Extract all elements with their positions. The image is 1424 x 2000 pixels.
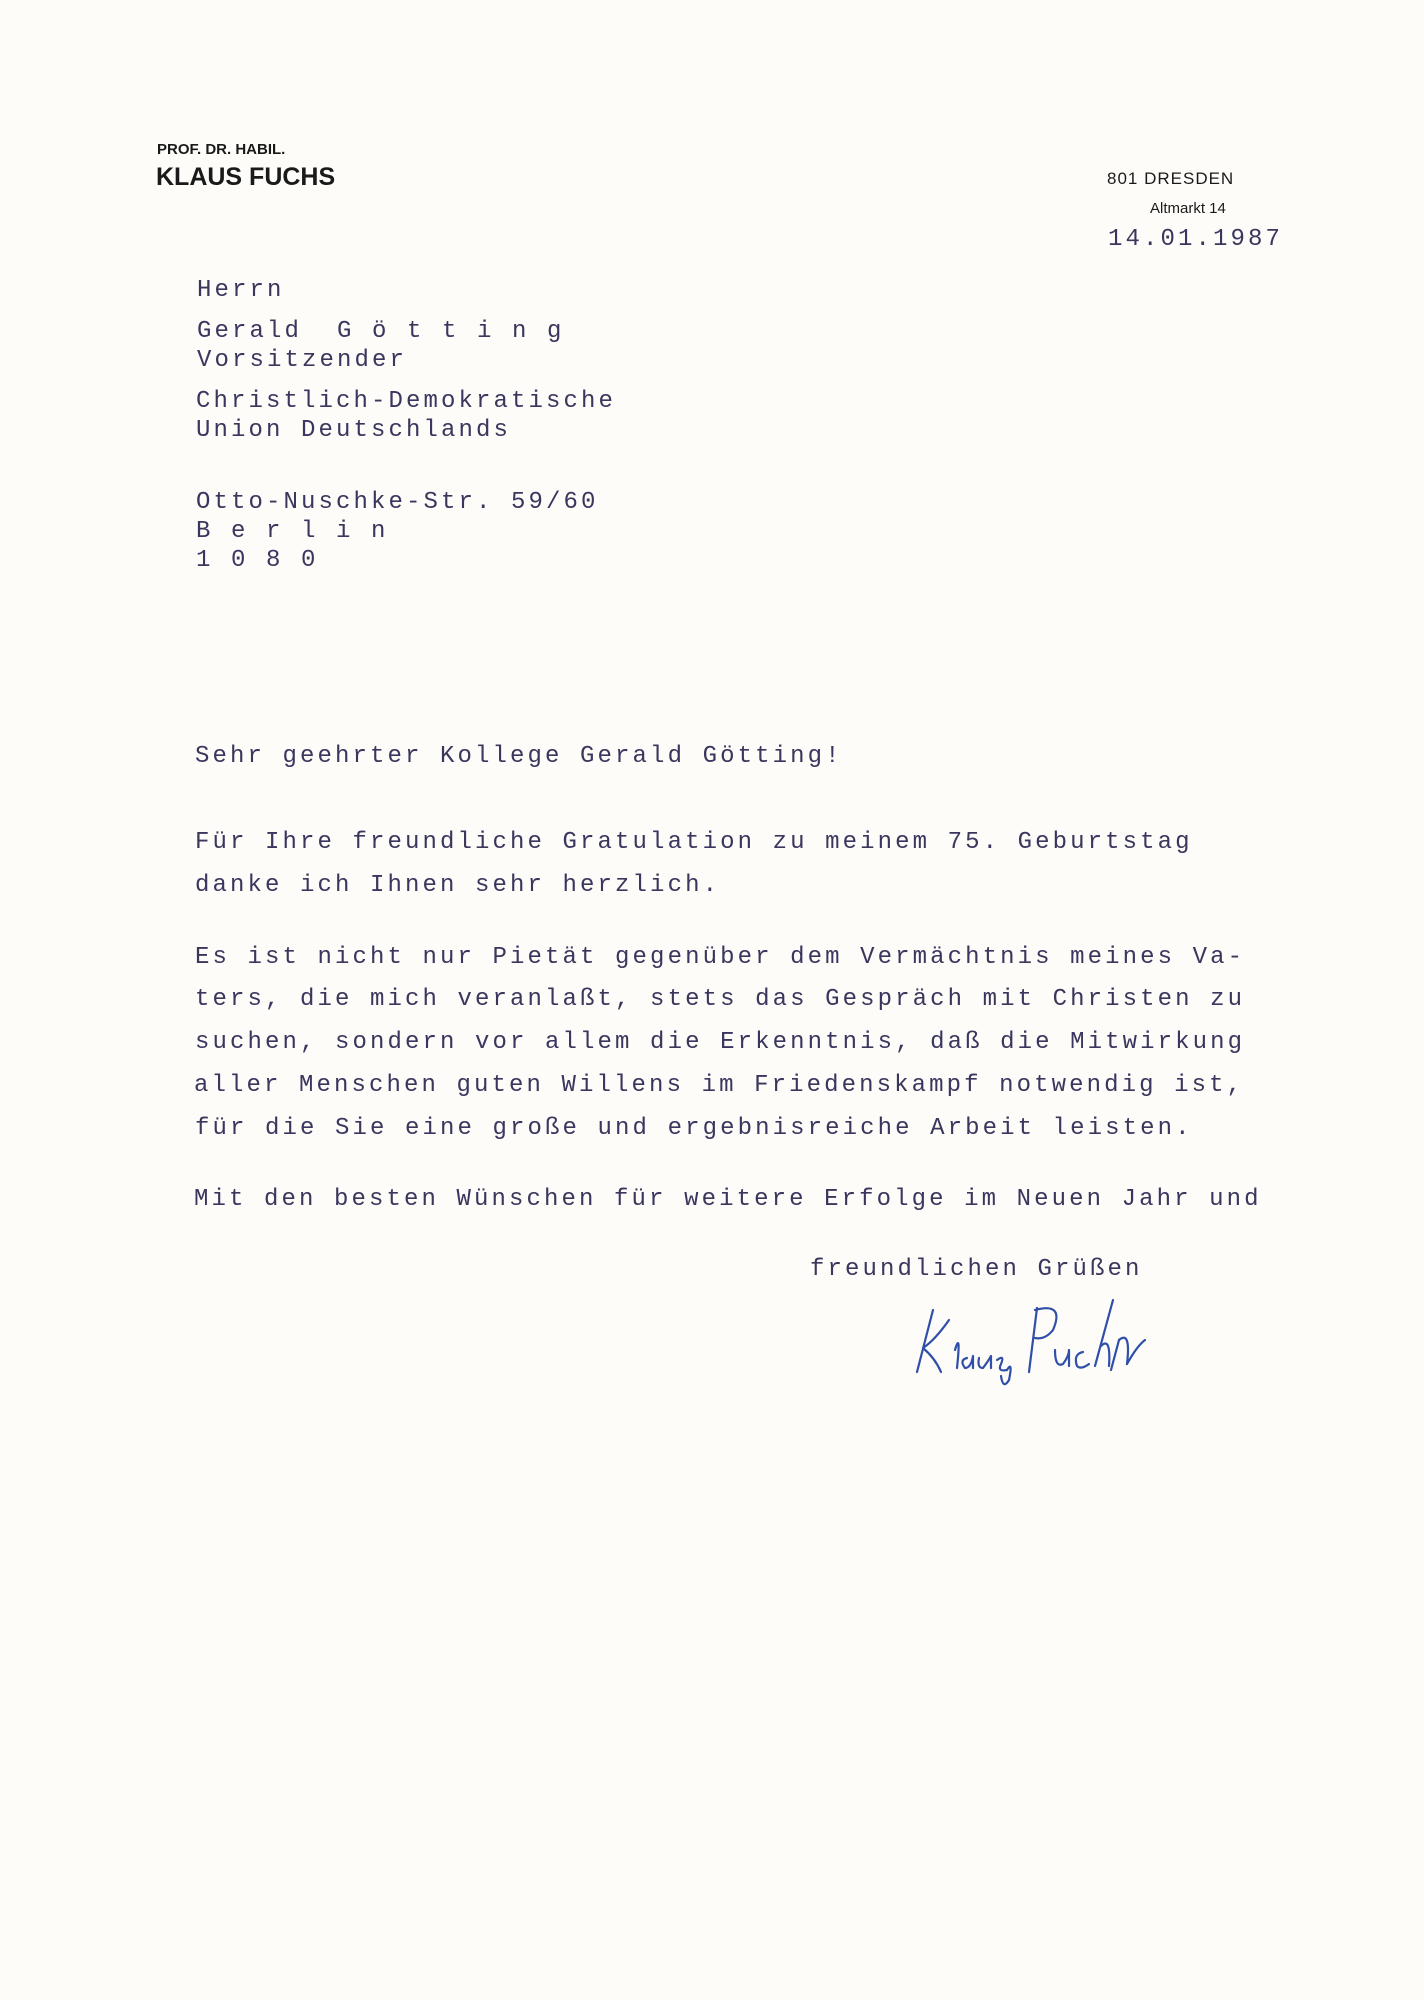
recipient-org-line1: Christlich-Demokratische: [196, 388, 617, 415]
letterhead-title: PROF. DR. HABIL.: [157, 141, 286, 158]
recipient-position: Vorsitzender: [197, 347, 408, 374]
body-line: Mit den besten Wünschen für weitere Erfolge im Neuen Jahr und: [194, 1186, 1262, 1213]
body-line: Für Ihre freundliche Gratulation zu meinem 75. Geburtstag: [195, 829, 1193, 856]
body-line: suchen, sondern vor allem die Erkenntnis, daß die Mitwirkung: [195, 1029, 1246, 1056]
letterhead-city: 801 DRESDEN: [1107, 169, 1235, 188]
body-line: für die Sie eine große und ergebnisreiche Arbeit leisten.: [195, 1115, 1193, 1142]
greeting: Sehr geehrter Kollege Gerald Götting!: [195, 743, 843, 770]
recipient-salutation: Herrn: [197, 277, 285, 304]
recipient-name: Gerald G ö t t i n g: [197, 318, 565, 345]
letter-date: 14.01.1987: [1108, 226, 1284, 253]
letterhead-name: KLAUS FUCHS: [156, 163, 336, 191]
body-line: ters, die mich veranlaßt, stets das Gespräch mit Christen zu: [195, 986, 1246, 1013]
closing: freundlichen Grüßen: [810, 1256, 1143, 1283]
recipient-city: B e r l i n: [196, 518, 389, 545]
recipient-org-line2: Union Deutschlands: [196, 417, 512, 444]
recipient-postcode: 1 0 8 0: [196, 547, 319, 574]
body-line: danke ich Ihnen sehr herzlich.: [195, 872, 721, 899]
letterhead-street: Altmarkt 14: [1150, 200, 1226, 217]
signature: [905, 1280, 1205, 1390]
body-line: aller Menschen guten Willens im Friedenskampf notwendig ist,: [194, 1072, 1245, 1099]
recipient-street: Otto-Nuschke-Str. 59/60: [196, 489, 599, 516]
body-line: Es ist nicht nur Pietät gegenüber dem Vermächtnis meines Va-: [195, 944, 1246, 971]
